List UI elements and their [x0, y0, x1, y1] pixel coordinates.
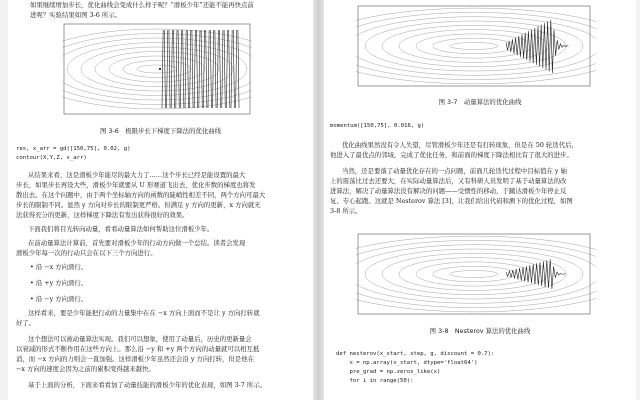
paragraph-line: 步长，如果步长再设大些，滑板少年就要从 U 形赛道飞出去，优化步数的梯度也将发 [16, 181, 256, 189]
intro-line: 如果继续增加步长，优化曲线会变成什么样子呢？“滑板少年”还能不能再快点前 [30, 1, 254, 9]
right-page [324, 0, 636, 400]
paragraph-r1 [330, 140, 630, 160]
paragraph-line: 上的震荡比过去还要大，在实际动量算法后，又有科研人员发明了基于动量算法的改 [330, 177, 567, 185]
paragraph-line: 消，而 −x 方向的力则会一直加强。这样滑板少年虽然还会沿 y 方向打转，但是他在 [16, 355, 254, 363]
paragraph-line: 他进入了最优点的邻域，完成了优化任务，和前面的梯度下降法相比有了很大的进步。 [330, 151, 573, 159]
paragraph-1 [16, 170, 310, 220]
code-block-nesterov [336, 350, 494, 386]
paragraph-line: 这个想法可以被动量算法实现。我们可以想象，使用了动量后，历史的更新量会 [28, 335, 252, 343]
paragraph-line: 散出去。在这个问题中，由于两个坐标轴方向的函数的陡峭性相差不同，两个方向可最大 [16, 191, 266, 199]
paragraph-line: 进算法，解决了动量算法没有解决的问题——受惯性的移动，于蹴达滑板少年停止反 [330, 187, 567, 195]
left-page [8, 0, 313, 400]
paragraph-line: 滑板少年每一次的行动只会在以下三个方向进行。 [16, 249, 157, 257]
book-gutter [313, 0, 324, 400]
code-block-gd [16, 145, 131, 163]
code-line: pre_grad = np.zeros_like(x) [336, 369, 441, 375]
paragraph-line: 以衰减的形式不断作用在这些方向上。那么沿 −y 和 +y 两个方向的动量就可以相互抵 [16, 345, 260, 353]
code-line: res, x_arr = gd([150,75], 0.02, g) [16, 146, 131, 152]
figure-3-6-caption: 图 3-6 极限步长下梯度下降法的优化曲线 [99, 127, 222, 135]
paragraph-5 [16, 334, 310, 374]
paragraph-r2 [330, 166, 630, 216]
paragraph-line: 优化曲线果然没有令人失望，尽管滑板少年还是有打转现象，但是在 50 轮迭代后， [342, 141, 578, 149]
paragraph-line: 这样看来，要是少年能把行动的力量集中在在 −x 方向上面而不是让 y 方向打转就 [28, 309, 260, 317]
figure-3-6-plot [62, 22, 252, 122]
bullet-item: • 沿 −y 方向滑行。 [30, 295, 88, 303]
paragraph-line: 当然，还是要落了动量优化存在的一点问题，前面几轮迭代过程中目标值在 y 轴 [342, 167, 567, 175]
code-line-momentum: momentum([150,75], 0.016, g) [330, 123, 425, 129]
code-line: for i in range(50): [336, 378, 414, 384]
paragraph-4 [16, 308, 310, 328]
bullet-item: • 沿 +y 方向滑行。 [30, 279, 88, 287]
figure-3-7-plot [356, 4, 596, 94]
intro-line: 进呢？实验结果如图 3-6 所示。 [30, 11, 122, 19]
code-line: x = np.array(x_start, dtype='float64') [336, 360, 478, 366]
bullet-item: • 沿 −x 方向滑行。 [30, 263, 88, 271]
paragraph-line: 法获得充分的更新，这样梯度下降法有发出获得很好的效果。 [16, 211, 189, 219]
figure-3-8-caption: 图 3-8 Nesterov 算法的优化曲线 [429, 327, 531, 335]
paragraph-line: 从结果来看，这是滑板少年能尽的最大力了……这个步长已经是能设置的最大 [28, 171, 246, 179]
paragraph-6: 基于上面的分析，下面来看看加了动量技能的滑板少年的优化表现，如图 3-7 所示。 [28, 381, 267, 389]
paragraph-line: −x 方向的速度会因为之前的累积变得越来越快。 [16, 365, 155, 373]
paragraph-3 [16, 238, 310, 258]
intro-text [30, 0, 310, 20]
figure-3-8-plot [356, 232, 596, 322]
code-line: def nesterov(x_start, step, g, discount = 0.7): [336, 351, 495, 357]
paragraph-line: 好了。 [16, 319, 36, 327]
code-line: contour(X,Y,Z, x_arr) [16, 155, 87, 161]
paragraph-line: 3-8 所示。 [330, 207, 362, 215]
paragraph-line: 复、专心起跑。这就是 Nesterov 算法 [3]，让我们给出代码和测下的优化过程，如图 [330, 197, 573, 205]
paragraph-2: 下面我们将目光转向动量，看看动量算法如何帮助这位滑板少年。 [28, 225, 214, 233]
figure-3-7-caption: 图 3-7 动量算法的优化曲线 [438, 98, 522, 106]
paragraph-line: 步长的限制不同。显然 y 方向对步长的限制更严格。但满足 y 方向的更新，x 方向就无 [16, 201, 261, 209]
paragraph-line: 在前动量算法计算前，首先要对滑板少年的行动方向做一个总结。读者会发现 [28, 239, 246, 247]
